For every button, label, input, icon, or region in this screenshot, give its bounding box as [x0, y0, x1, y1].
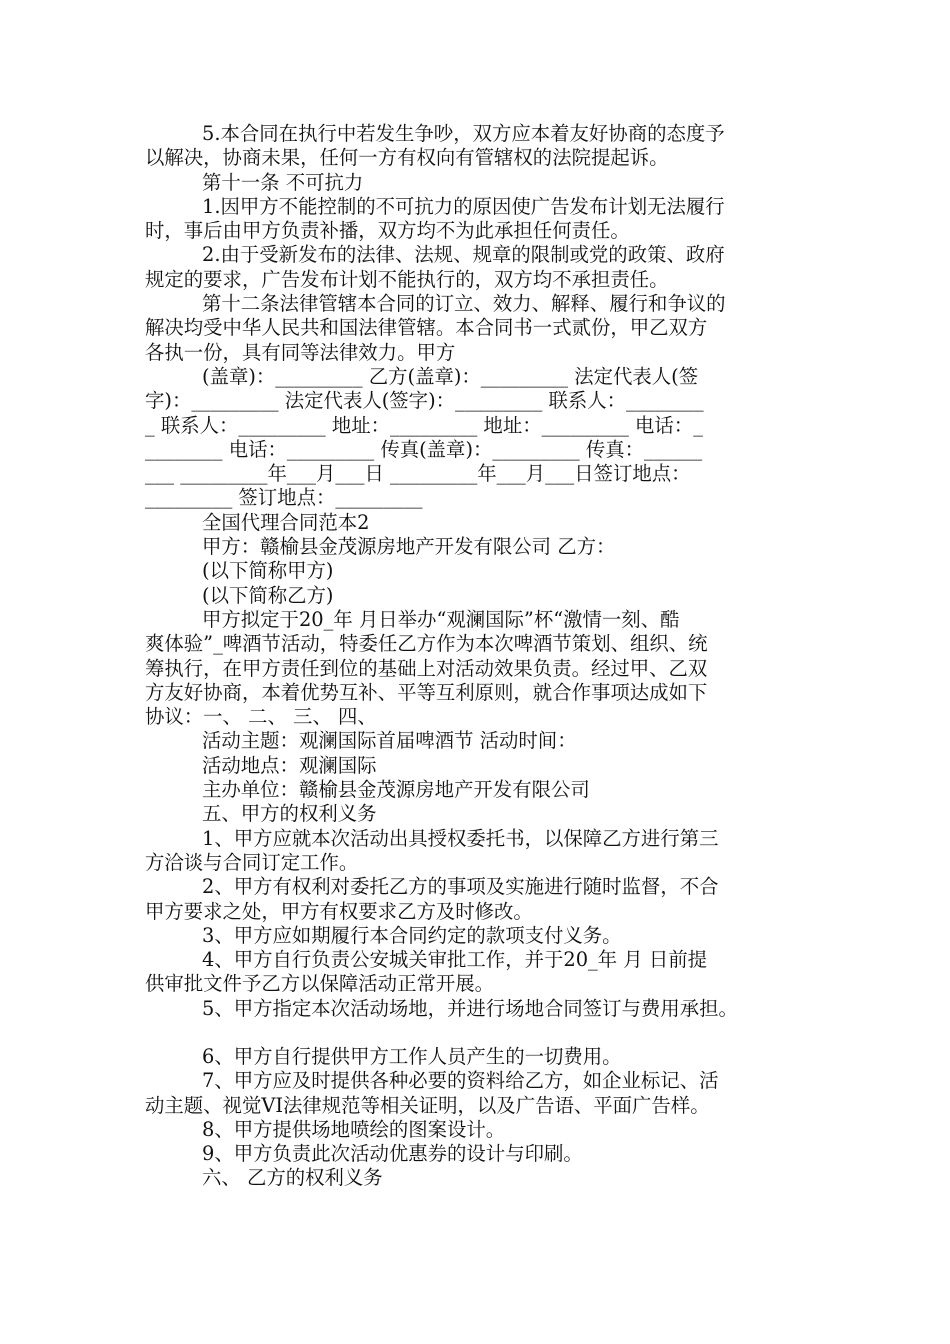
text-line: 2.由于受新发布的法律、法规、规章的限制或党的政策、政府 — [202, 243, 725, 267]
text-line: 字)：_________ 法定代表人(签字)：_________ 联系人：________ — [145, 389, 704, 413]
text-line: _________ 签订地点：_________ — [145, 486, 423, 510]
text-line: 1、甲方应就本次活动出具授权委托书，以保障乙方进行第三 — [202, 826, 719, 850]
text-line: 第十一条 不可抗力 — [202, 170, 364, 194]
text-line: 6、甲方自行提供甲方工作人员产生的一切费用。 — [202, 1044, 622, 1068]
text-line: 六、 乙方的权利义务 — [202, 1166, 383, 1190]
text-line: 筹执行，在甲方责任到位的基础上对活动效果负责。经过甲、乙双 — [145, 656, 708, 680]
text-line: 5.本合同在执行中若发生争吵，双方应本着友好协商的态度予 — [202, 122, 725, 145]
text-line: 1.因甲方不能控制的不可抗力的原因使广告发布计划无法履行 — [202, 194, 725, 218]
text-line: 第十二条法律管辖本合同的订立、效力、解释、履行和争议的 — [202, 292, 726, 316]
text-line: 活动主题：观澜国际首届啤酒节 活动时间： — [202, 729, 577, 753]
text-line: 供审批文件予乙方以保障活动正常开展。 — [145, 972, 495, 996]
text-line: 主办单位：赣榆县金茂源房地产开发有限公司 — [202, 778, 590, 802]
document-body — [145, 122, 816, 1191]
text-line: 甲方要求之处，甲方有权要求乙方及时修改。 — [145, 899, 533, 923]
text-line: 活动地点：观澜国际 — [202, 753, 377, 777]
text-line: 解决均受中华人民共和国法律管辖。本合同书一式贰份，甲乙双方 — [145, 316, 708, 340]
text-line: 9、甲方负责此次活动优惠券的设计与印刷。 — [202, 1142, 583, 1166]
text-line: ___ _________年___月___日 _________年___月___日签订地点： — [145, 462, 691, 486]
text-line: 8、甲方提供场地喷绘的图案设计。 — [202, 1117, 506, 1141]
text-line: (盖章)：_________ 乙方(盖章)：_________ 法定代表人(签 — [202, 364, 699, 388]
text-line: ________ 电话：_________ 传真(盖章)：_________ 传真：______ — [145, 437, 703, 461]
text-line: (以下简称乙方) — [202, 583, 334, 607]
text-line: 全国代理合同范本2 — [202, 510, 370, 534]
text-line: 4、甲方自行负责公安城关审批工作，并于20_年 月 日前提 — [202, 948, 708, 972]
text-line: 甲方：赣榆县金茂源房地产开发有限公司 乙方： — [202, 535, 616, 559]
text-line: 各执一份，具有同等法律效力。甲方 — [145, 340, 456, 364]
text-line: 以解决，协商未果，任何一方有权向有管辖权的法院提起诉。 — [145, 146, 669, 170]
text-line: 方友好协商，本着优势互补、平等互利原则，就合作事项达成如下 — [145, 680, 708, 704]
text-line: (以下简称甲方) — [202, 559, 334, 583]
text-line: 7、甲方应及时提供各种必要的资料给乙方，如企业标记、活 — [202, 1069, 719, 1093]
text-line: 协议：一、 二、 三、 四、 — [145, 705, 377, 729]
text-line: 甲方拟定于20_年 月日举办“观澜国际”杯“激情一刻、酷 — [202, 607, 680, 631]
text-line: 2、甲方有权利对委托乙方的事项及实施进行随时监督，不合 — [202, 875, 719, 899]
text-line: 方洽谈与合同订定工作。 — [145, 850, 359, 874]
text-line: 时，事后由甲方负责补播，双方均不为此承担任何责任。 — [145, 219, 630, 243]
text-line: 3、甲方应如期履行本合同约定的款项支付义务。 — [202, 923, 622, 947]
text-line: 规定的要求，广告发布计划不能执行的，双方均不承担责任。 — [145, 267, 669, 291]
text-line: 爽体验”_啤酒节活动，特委任乙方作为本次啤酒节策划、组织、统 — [145, 632, 708, 656]
text-line: 动主题、视觉VI法律规范等相关证明，以及广告语、平面广告样。 — [145, 1093, 710, 1117]
text-line: _ 联系人：_________ 地址：_________ 地址：_________ 电话：_ — [145, 413, 703, 437]
text-line: 5、甲方指定本次活动场地，并进行场地合同签订与费用承担。 — [202, 996, 738, 1020]
text-line: 五、甲方的权利义务 — [202, 802, 377, 826]
blank-line — [145, 1021, 816, 1045]
